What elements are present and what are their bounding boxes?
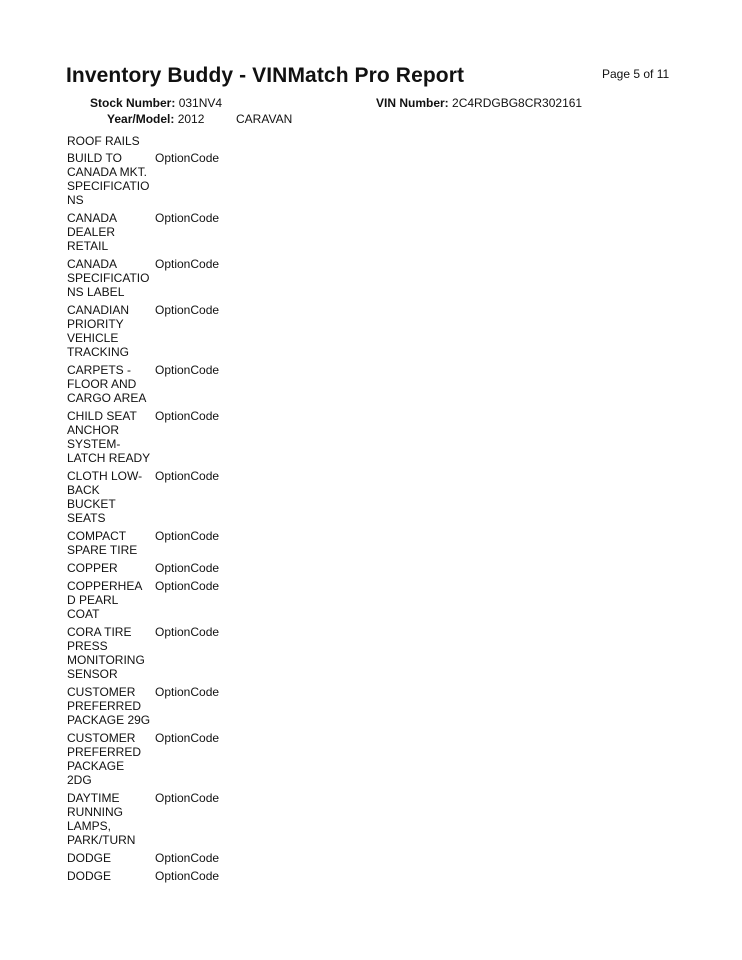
option-row <box>67 211 247 253</box>
option-code: OptionCode <box>155 211 220 225</box>
option-description: COPPERHEA D PEARL COAT <box>67 579 143 621</box>
year-model-label: Year/Model: <box>107 112 175 126</box>
option-code: OptionCode <box>155 869 220 883</box>
option-code: OptionCode <box>155 469 220 483</box>
stock-number-value: 031NV4 <box>178 96 223 110</box>
year-value: 2012 <box>177 112 205 126</box>
option-row <box>67 791 247 847</box>
option-row <box>67 469 247 525</box>
first-item: ROOF RAILS <box>67 134 140 148</box>
option-description: COPPER <box>67 561 118 575</box>
option-description: CLOTH LOW- BACK BUCKET SEATS <box>67 469 143 525</box>
option-description: CORA TIRE PRESS MONITORING SENSOR <box>67 625 145 681</box>
option-row <box>67 851 247 865</box>
option-description: CANADA DEALER RETAIL <box>67 211 118 253</box>
stock-number-label: Stock Number: <box>90 96 176 110</box>
vin-number-value: 2C4RDGBG8CR302161 <box>452 96 583 110</box>
option-row <box>67 303 247 359</box>
vin-number <box>376 96 582 110</box>
option-code: OptionCode <box>155 579 220 593</box>
option-description: COMPACT SPARE TIRE <box>67 529 138 557</box>
option-description: CUSTOMER PREFERRED PACKAGE 29G <box>67 685 151 727</box>
option-description: CHILD SEAT ANCHOR SYSTEM- LATCH READY <box>67 409 151 465</box>
option-code: OptionCode <box>155 561 220 575</box>
option-code: OptionCode <box>155 257 220 271</box>
option-row <box>67 561 247 575</box>
option-description: DODGE <box>67 851 112 865</box>
option-code: OptionCode <box>155 685 220 699</box>
option-row <box>67 363 247 405</box>
options-list <box>67 151 247 887</box>
option-code: OptionCode <box>155 851 220 865</box>
option-row <box>67 409 247 465</box>
option-code: OptionCode <box>155 625 220 639</box>
option-description: DODGE <box>67 869 112 883</box>
option-description: CARPETS - FLOOR AND CARGO AREA <box>67 363 147 405</box>
option-code: OptionCode <box>155 791 220 805</box>
option-code: OptionCode <box>155 529 220 543</box>
option-description: CANADIAN PRIORITY VEHICLE TRACKING <box>67 303 130 359</box>
option-row <box>67 257 247 299</box>
option-description: CUSTOMER PREFERRED PACKAGE 2DG <box>67 731 142 787</box>
option-row <box>67 529 247 557</box>
option-row <box>67 685 247 727</box>
option-code: OptionCode <box>155 409 220 423</box>
option-description: BUILD TO CANADA MKT. SPECIFICATIO NS <box>67 151 150 207</box>
option-code: OptionCode <box>155 731 220 745</box>
stock-number <box>90 96 222 110</box>
option-row <box>67 625 247 681</box>
option-code: OptionCode <box>155 303 220 317</box>
option-row <box>67 151 247 207</box>
model-value: CARAVAN <box>236 112 293 126</box>
vin-number-label: VIN Number: <box>376 96 449 110</box>
option-description: CANADA SPECIFICATIO NS LABEL <box>67 257 150 299</box>
year-model <box>107 112 204 126</box>
option-row <box>67 579 247 621</box>
option-description: DAYTIME RUNNING LAMPS, PARK/TURN <box>67 791 136 847</box>
report-title: Inventory Buddy - VINMatch Pro Report <box>66 64 465 87</box>
option-code: OptionCode <box>155 151 220 165</box>
option-row <box>67 869 247 883</box>
option-row <box>67 731 247 787</box>
page-number: Page 5 of 11 <box>602 67 670 81</box>
option-code: OptionCode <box>155 363 220 377</box>
